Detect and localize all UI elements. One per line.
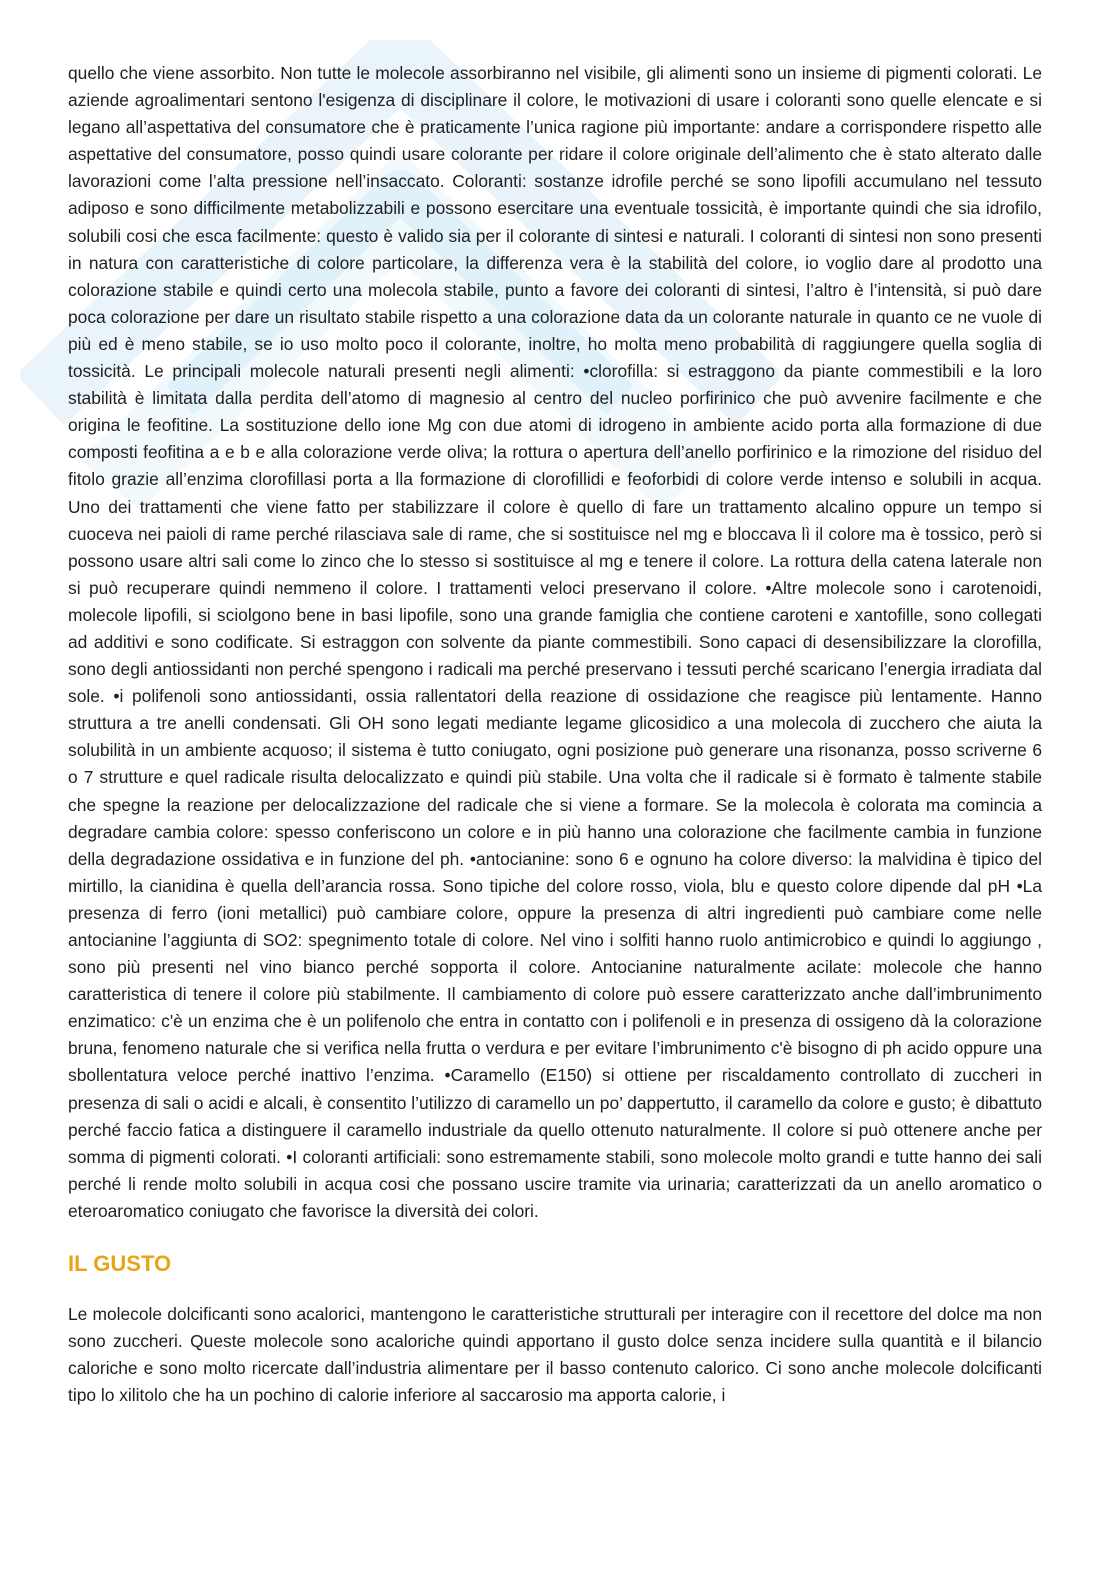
document-page (68, 60, 1042, 1409)
section-heading: IL GUSTO (68, 1251, 172, 1277)
body-paragraph: Le molecole dolcificanti sono acalorici, mantengono le caratteristiche strutturali per interagire con il recettore del dolce ma non sono zuccheri. Queste molecole sono acaloriche quindi apportano il gusto dolce senza incidere sulla quantità e il bilancio caloriche e sono molto ricercate dall’industria alimentare per il basso contenuto calorico. Ci sono anche molecole dolcificanti tipo lo xilitolo che ha un pochino di calorie inferiore al saccarosio ma apporta calorie, i (68, 1304, 1042, 1406)
body-paragraph: quello che viene assorbito. Non tutte le molecole assorbiranno nel visibile, gli alimenti sono un insieme di pigmenti colorati. Le aziende agroalimentari sentono l'esigenza di disciplinare il colore, le motivazioni di usare i coloranti sono quelle elencate e si legano all’aspettativa del consumatore che è praticamente l’unica ragione più importante: andare a corrispondere rispetto alle aspettative del consumatore, posso quindi usare colorante per ridare il colore originale dell’alimento che è stato alterato dalle lavorazioni come l’alta pressione nell’insaccato. Coloranti: sostanze idrofile perché se sono lipofili accumulano nel tessuto adiposo e sono difficilmente metabolizzabili e possono esercitare una eventuale tossicità, è importante quindi che sia idrofilo, solubili cosi che esca facilmente: questo è valido sia per il colorante di sintesi e naturali. I coloranti di sintesi non sono presenti in natura con caratteristiche di colore particolare, la differenza vera è la stabilità del colore, io voglio dare al prodotto una colorazione stabile e quindi certo una molecola stabile, punto a favore dei coloranti di sintesi, l’altro è l’intensità, si può dare poca colorazione per dare un risultato stabile rispetto a una colorazione data da un colorante naturale in quanto ce ne vuole di più ed è meno stabile, se io uso molto poco il colorante, inoltre, ho molta meno probabilità di raggiungere quella soglia di tossicità. Le principali molecole naturali presenti negli alimenti: •clorofilla: si estraggono da piante commestibili e la loro stabilità è limitata dalla perdita dell’atomo di magnesio al centro del nucleo porfirinico che può avvenire facilmente e che origina le feofitine. La sostituzione dello ione Mg con due atomi di idrogeno in ambiente acido porta alla formazione di due composti feofitina a e b e alla colorazione verde oliva; la rottura o apertura dell’anello porfirinico e la rimozione del risiduo del fitolo grazie all’enzima clorofillasi porta a lla formazione di clorofillidi e feoforbidi di colore verde intenso e solubili in acqua. Uno dei trattamenti che viene fatto per stabilizzare il colore è quello di fare un trattamento alcalino oppure un tempo si cuoceva nei paioli di rame perché rilasciava sale di rame, che si sostituisce nel mg e bloccava lì il colore ma è tossico, però si possono usare altri sali come lo zinco che lo stesso si sostituisce al mg e tenere il colore. La rottura della catena laterale non si può recuperare quindi nemmeno il colore. I trattamenti veloci preservano il colore. •Altre molecole sono i carotenoidi, molecole lipofili, si sciolgono bene in basi lipofile, sono una grande famiglia che contiene caroteni e xantofille, sono collegati ad additivi e sono codificate. Si estraggon con solvente da piante commestibili. Sono capaci di desensibilizzare la clorofilla, sono degli antiossidanti non perché spengono i radicali ma perché preservano i tessuti perché scaricano l’energia irradiata dal sole. •i polifenoli sono antiossidanti, ossia rallentatori della reazione di ossidazione che reagisce più lentamente. Hanno struttura a tre anelli condensati. Gli OH sono legati mediante legame glicosidico a una molecola di zucchero che aiuta la solubilità in un ambiente acquoso; il sistema è tutto coniugato, ogni posizione può generare una risonanza, posso scriverne 6 o 7 strutture e quel radicale risulta delocalizzato e quindi più stabile. Una volta che il radicale si è formato è talmente stabile che spegne la reazione per delocalizzazione del radicale che si viene a formare. Se la molecola è colorata ma comincia a degradare cambia colore: spesso conferiscono un colore e in più hanno una colorazione che facilmente cambia in funzione della degradazione ossidativa e in funzione del ph. •antocianine: sono 6 e ognuno ha colore diverso: la malvidina è tipico del mirtillo, la cianidina è quella dell’arancia rossa. Sono tipiche del colore rosso, viola, blu e questo colore dipende dal pH •La presenza di ferro (ioni metallici) può cambiare colore, oppure la presenza di altri ingredienti può cambiare come nelle antocianine l’aggiunta di SO2: spegnimento totale di colore. Nel vino i solfiti hanno ruolo antimicrobico e quindi lo aggiungo , sono più presenti nel vino bianco perché sopporta il colore. Antocianine naturalmente acilate: molecole che hanno caratteristica di tenere il colore più stabilmente. Il cambiamento di colore può essere caratterizzato anche dall’imbrunimento enzimatico: c'è un enzima che è un polifenolo che entra in contatto con i polifenoli e in presenza di ossigeno dà la colorazione bruna, fenomeno naturale che si verifica nella frutta o verdura e per evitare l’imbrunimento c'è bisogno di ph acido oppure una sbollentatura veloce perché inattivo l’enzima. •Caramello (E150) si ottiene per riscaldamento controllato di zuccheri in presenza di sali o acidi e alcali, è consentito l’utilizzo di caramello un po’ dappertutto, il caramello da colore e gusto; è dibattuto perché faccio fatica a distinguere il caramello industriale da quello ottenuto naturalmente. Il colore si può ottenere anche per somma di pigmenti colorati. •I coloranti artificiali: sono estremamente stabili, sono molecole molto grandi e tutte hanno dei sali perché li rende molto solubili in acqua cosi che possano uscire tramite via urinaria; caratterizzati da un anello aromatico o eteroaromatico coniugato che favorisce la diversità dei colori. (68, 63, 1042, 1221)
